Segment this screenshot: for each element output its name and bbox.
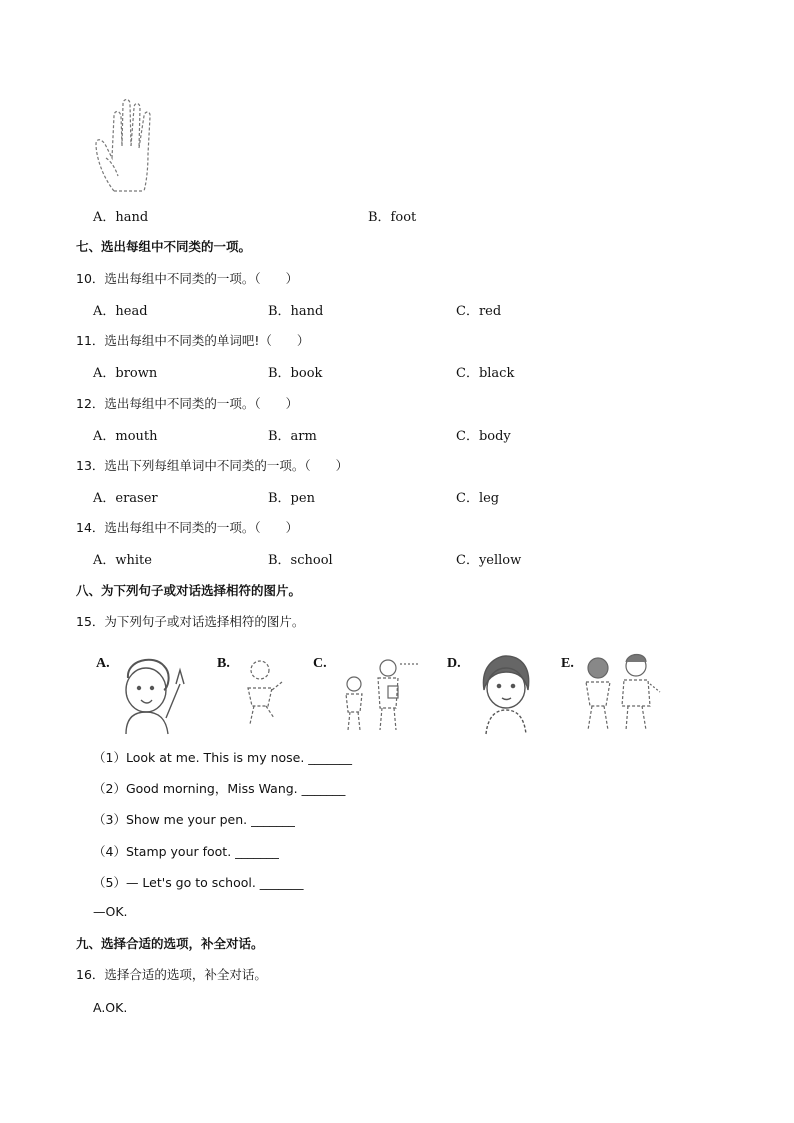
q15-item-3: （3）Show me your pen. _______ [93,812,295,827]
section-7-title: 七、选出每组中不同类的一项。 [76,239,252,254]
q10-option-a[interactable]: A．head [93,304,148,319]
q14-option-b[interactable]: B．school [268,553,333,568]
q15-item-1: （1）Look at me. This is my nose. _______ [93,750,353,765]
q14-stem: 14．选出每组中不同类的一项。（ ） [76,520,299,535]
q12-option-c[interactable]: C．body [456,429,511,444]
picture-label-e: E. [561,656,574,671]
picture-label-c: C. [313,656,327,671]
picture-label-b: B. [217,656,230,671]
q13-option-c[interactable]: C．leg [456,491,500,506]
section-8-title: 八、为下列句子或对话选择相符的图片。 [76,583,302,598]
q9-option-b[interactable]: B．foot [368,210,417,225]
picture-a-boy-pointing-icon [114,654,194,734]
q16-stem: 16．选择合适的选项，补全对话。 [76,967,267,982]
q14-option-a[interactable]: A．white [93,553,152,568]
q10-stem: 10．选出每组中不同类的一项。（ ） [76,271,299,286]
picture-label-a: A. [96,656,110,671]
hand-illustration [92,96,160,194]
q11-stem: 11．选出每组中不同类的单词吧!（ ） [76,333,310,348]
picture-d-girl-face-icon [478,654,534,734]
q15-item-4: （4）Stamp your foot. _______ [93,844,279,859]
q13-stem: 13．选出下列每组单词中不同类的一项。（ ） [76,458,349,473]
q15-stem: 15．为下列句子或对话选择相符的图片。 [76,614,305,629]
q10-option-c[interactable]: C．red [456,304,502,319]
section-9-title: 九、选择合适的选项，补全对话。 [76,936,264,951]
q13-option-b[interactable]: B．pen [268,491,315,506]
q15-item-2: （2）Good morning，Miss Wang. _______ [93,781,346,796]
q15-item-5: （5）— Let's go to school. _______ [93,875,304,890]
q9-option-a[interactable]: A．hand [93,210,149,225]
q10-option-b[interactable]: B．hand [268,304,324,319]
q15-reply: —OK. [93,904,128,919]
picture-c-teacher-and-student-icon [336,654,422,734]
picture-e-two-children-greeting-icon [580,654,664,734]
q12-stem: 12．选出每组中不同类的一项。（ ） [76,396,299,411]
q13-option-a[interactable]: A．eraser [93,491,158,506]
q11-option-b[interactable]: B．book [268,366,323,381]
q14-option-c[interactable]: C．yellow [456,553,522,568]
q11-option-c[interactable]: C．black [456,366,515,381]
q16-option-a[interactable]: A.OK. [93,1000,128,1015]
q12-option-a[interactable]: A．mouth [93,429,158,444]
q12-option-b[interactable]: B．arm [268,429,317,444]
picture-b-child-stamping-icon [240,658,284,732]
picture-label-d: D. [447,656,461,671]
q11-option-a[interactable]: A．brown [93,366,158,381]
